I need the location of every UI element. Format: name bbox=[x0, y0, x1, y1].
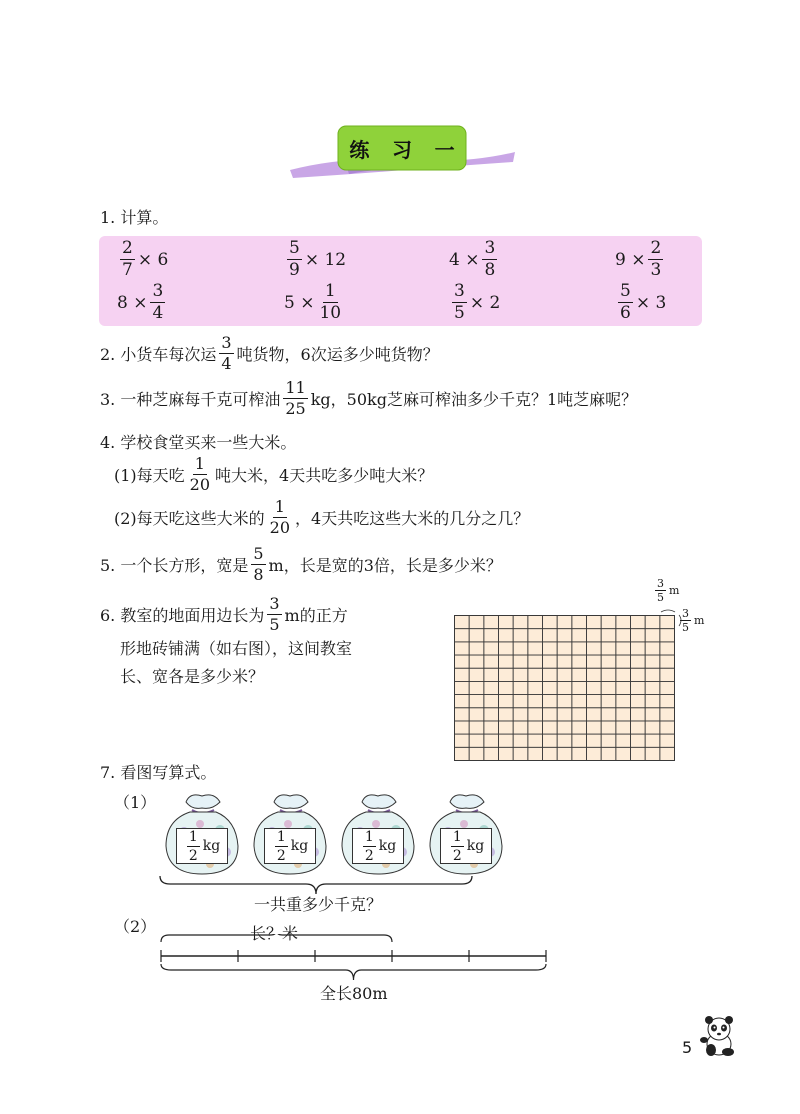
rice-bag bbox=[424, 790, 508, 876]
problem-6-line-3: 长、宽各是多少米？ bbox=[120, 667, 265, 686]
total-brace-bottom bbox=[161, 964, 546, 980]
calc-item: $\frac{2}{7}$ × 6 bbox=[122, 238, 169, 280]
fraction: $\frac{3}{4}$ bbox=[152, 281, 164, 323]
calc-item: 4 × $\frac{3}{8}$ bbox=[449, 238, 496, 280]
grid-label-brackets bbox=[655, 606, 685, 630]
fraction: $\frac{2}{7}$ bbox=[122, 238, 133, 280]
exercise-title bbox=[338, 126, 466, 170]
calc-item: $\frac{3}{5}$ × 2 bbox=[454, 281, 501, 323]
problem-7-part-1-label: （1） bbox=[114, 793, 157, 812]
calc-item: 8 × $\frac{3}{4}$ bbox=[117, 281, 164, 323]
calc-item: $\frac{5}{6}$ × 3 bbox=[620, 281, 667, 323]
rice-bag bbox=[336, 790, 420, 876]
weight-unit: kg bbox=[466, 838, 485, 854]
fraction: $\frac{1}{2}$ bbox=[452, 828, 462, 864]
panda-icon bbox=[698, 1014, 740, 1058]
grid-label-side: $\frac{3}{5}$ m bbox=[682, 607, 705, 634]
bag-weight-label bbox=[352, 828, 404, 864]
fraction: $\frac{1}{10}$ bbox=[319, 281, 342, 323]
fraction: $\frac{11}{25}$ bbox=[285, 378, 306, 418]
title-char: 习 bbox=[391, 137, 412, 162]
problem-4-heading: 4. 学校食堂买来一些大米。 bbox=[100, 433, 297, 452]
problem-2: 2. 小货车每次运 $\frac{3}{4}$ 吨货物，6次运多少吨货物？ bbox=[100, 333, 439, 373]
fraction: $\frac{5}{6}$ bbox=[620, 281, 631, 323]
bags-question: 一共重多少千克？ bbox=[254, 895, 383, 914]
calc-item: 5 × $\frac{1}{10}$ bbox=[284, 281, 342, 323]
segment-length-label: 长？米 bbox=[250, 924, 299, 943]
problem-4-sub-1: (1)每天吃 $\frac{1}{20}$ 吨大米，4天共吃多少吨大米？ bbox=[114, 454, 434, 494]
fraction: $\frac{3}{5}$ bbox=[454, 281, 465, 323]
total-length-label: 全长80m bbox=[320, 984, 388, 1003]
fraction: $\frac{3}{5}$ bbox=[657, 577, 664, 604]
fraction: $\frac{5}{8}$ bbox=[253, 544, 264, 584]
fraction: $\frac{5}{9}$ bbox=[289, 238, 300, 280]
fraction: $\frac{3}{4}$ bbox=[221, 333, 232, 373]
weight-unit: kg bbox=[290, 838, 309, 854]
fraction: $\frac{1}{2}$ bbox=[364, 828, 374, 864]
bag-weight-label bbox=[264, 828, 316, 864]
fraction: $\frac{1}{2}$ bbox=[188, 828, 198, 864]
fraction: $\frac{1}{20}$ bbox=[269, 497, 291, 537]
problem-1-heading: 1. 计算。 bbox=[100, 208, 169, 227]
problem-7-part-2-label: （2） bbox=[114, 917, 157, 936]
length-brace bbox=[161, 934, 392, 942]
grid-border bbox=[455, 616, 675, 761]
fraction: $\frac{1}{20}$ bbox=[189, 454, 211, 494]
tile-grid bbox=[454, 615, 675, 761]
problem-4-sub-2: (2)每天吃这些大米的 $\frac{1}{20}$ ，4天共吃这些大米的几分之几？ bbox=[114, 497, 530, 537]
grid-label-top: $\frac{3}{5}$ m bbox=[657, 577, 680, 604]
bag-weight-label bbox=[176, 828, 228, 864]
problem-6-line-1: 6. 教室的地面用边长为 $\frac{3}{5}$ m的正方 bbox=[100, 594, 348, 634]
problem-5: 5. 一个长方形，宽是 $\frac{5}{8}$ m，长是宽的3倍，长是多少米？ bbox=[100, 544, 502, 584]
fraction: $\frac{3}{8}$ bbox=[484, 238, 496, 280]
weight-unit: kg bbox=[378, 838, 397, 854]
calc-item: $\frac{5}{9}$ × 12 bbox=[289, 238, 347, 280]
title-char: 一 bbox=[434, 137, 455, 162]
fraction: $\frac{3}{5}$ bbox=[682, 607, 689, 634]
rice-bag bbox=[160, 790, 244, 876]
problem-3: 3. 一种芝麻每千克可榨油 $\frac{11}{25}$ kg，50kg芝麻可榨油多少千克？1吨芝麻呢？ bbox=[100, 378, 638, 418]
bag-weight-label bbox=[440, 828, 492, 864]
segment-diagram bbox=[156, 934, 552, 984]
calc-item: 9 × $\frac{2}{3}$ bbox=[615, 238, 662, 280]
rice-bag bbox=[248, 790, 332, 876]
problem-7-heading: 7. 看图写算式。 bbox=[100, 763, 217, 782]
title-char: 练 bbox=[349, 137, 370, 162]
fraction: $\frac{3}{5}$ bbox=[269, 594, 280, 634]
page-number: 5 bbox=[682, 1038, 693, 1057]
problem-6-line-2: 形地砖铺满（如右图），这间教室 bbox=[120, 639, 353, 658]
fraction: $\frac{2}{3}$ bbox=[650, 238, 662, 280]
weight-unit: kg bbox=[202, 838, 221, 854]
fraction: $\frac{1}{2}$ bbox=[276, 828, 286, 864]
calculation-box bbox=[99, 236, 702, 326]
